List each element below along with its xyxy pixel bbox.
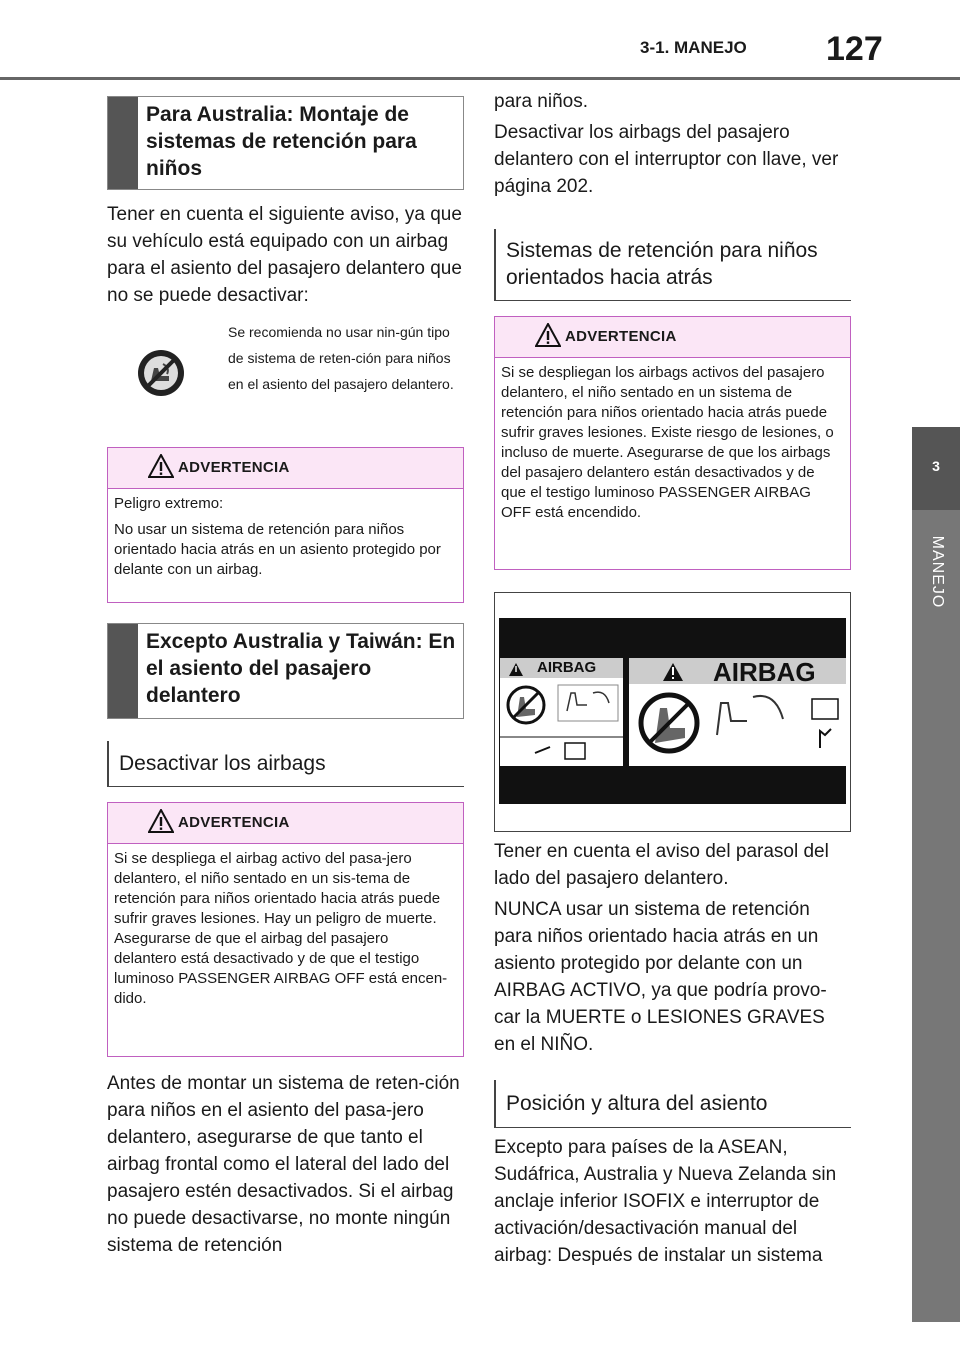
subheading-rear-facing: Sistemas de retención para niños orientados hacia atrás (494, 229, 851, 301)
warning-title: ADVERTENCIA (178, 459, 290, 476)
paragraph: para niños. Desactivar los airbags del pasajero delantero con el interruptor con llave, ver página 202. (494, 91, 839, 197)
page-number: 127 (826, 30, 883, 68)
warning-title: ADVERTENCIA (565, 328, 677, 345)
warning-title: ADVERTENCIA (178, 814, 290, 831)
paragraph: Excepto para países de la ASEAN, Sudáfrica, Australia y Nueva Zelanda sin anclaje inferior ISOFIX e interruptor de activación/desactivación manual del airbag: Después de instalar un sistema (494, 1137, 837, 1266)
warning-box-3 (494, 316, 851, 570)
heading-except-australia (107, 623, 464, 719)
no-child-seat-icon (136, 348, 186, 403)
airbag-label-illustration (494, 592, 851, 832)
chapter-label: MANEJO (929, 535, 946, 609)
paragraph: Tener en cuenta el aviso del parasol del lado del pasajero delantero. NUNCA usar un sistema de retención para niños orientado hacia atrás en un asiento protegido por delante con un AIRBAG ACTIVO, ya que podría provo-car la MUERTE o LESIONES GRAVES en el NIÑO. (494, 841, 829, 1055)
caution-text: Se recomienda no usar nin-gún tipo de sistema de reten-ción para niños en el asiento del pasajero delantero. (228, 324, 454, 392)
subheading-seat-position: Posición y altura del asiento (494, 1080, 851, 1128)
warning-triangle-icon (148, 809, 174, 833)
chapter-number: 3 (932, 458, 940, 474)
paragraph: Tener en cuenta el siguiente aviso, ya que su vehículo está equipado con un airbag para el asiento del pasajero delantero que no se puede desactivar: (107, 204, 462, 306)
subheading-desactivar: Desactivar los airbags (107, 741, 464, 787)
warning-triangle-icon (535, 323, 561, 347)
paragraph: Antes de montar un sistema de reten-ción para niños en el asiento del pasa-jero delantero, asegurarse de que tanto el airbag frontal como el lateral del lado del pasajero estén desactivados. Si el airbag no puede desactivarse, no monte ningún sistema de retención (107, 1073, 460, 1256)
chapter-bar (912, 510, 960, 1322)
section-title: 3-1. MANEJO (640, 38, 747, 57)
heading-australia (107, 96, 464, 190)
warning-text: No usar un sistema de retención para niños orientado hacia atrás en un asiento protegido por delante con un airbag. (114, 521, 441, 578)
warning-text: Peligro extremo: (114, 495, 224, 512)
warning-text: Si se despliega el airbag activo del pasa-jero delantero, el niño sentado en un sis-tema de retención para niños orientado hacia atrás puede sufrir graves lesiones. Hay un peligro de muerte. Asegurarse de que el airbag del pasajero delantero está desactivado y de que el testigo luminoso PASSENGER AIRBAG OFF está encen-dido. (114, 850, 448, 1007)
warning-box-1 (107, 447, 464, 603)
warning-triangle-icon (148, 454, 174, 478)
heading-australia-text: Para Australia: Montaje de sistemas de retención para niños (146, 103, 417, 180)
heading-except-australia-text: Excepto Australia y Taiwán: En el asiento del pasajero delantero (146, 630, 456, 707)
warning-box-2 (107, 802, 464, 1057)
airbag-label-large-text: AIRBAG (713, 657, 816, 687)
warning-text: Si se despliegan los airbags activos del pasajero delantero, el niño sentado en un sistema de retención para niños orientado hacia atrás puede sufrir graves lesiones. Existe riesgo de lesiones, o incluso de muerte. Asegurarse de que los airbags del pasajero delantero están desactivados y de que el testigo luminoso PASSENGER AIRBAG OFF está encendido. (501, 364, 834, 521)
header-rule (0, 77, 960, 80)
airbag-label-small-text: AIRBAG (537, 659, 597, 676)
